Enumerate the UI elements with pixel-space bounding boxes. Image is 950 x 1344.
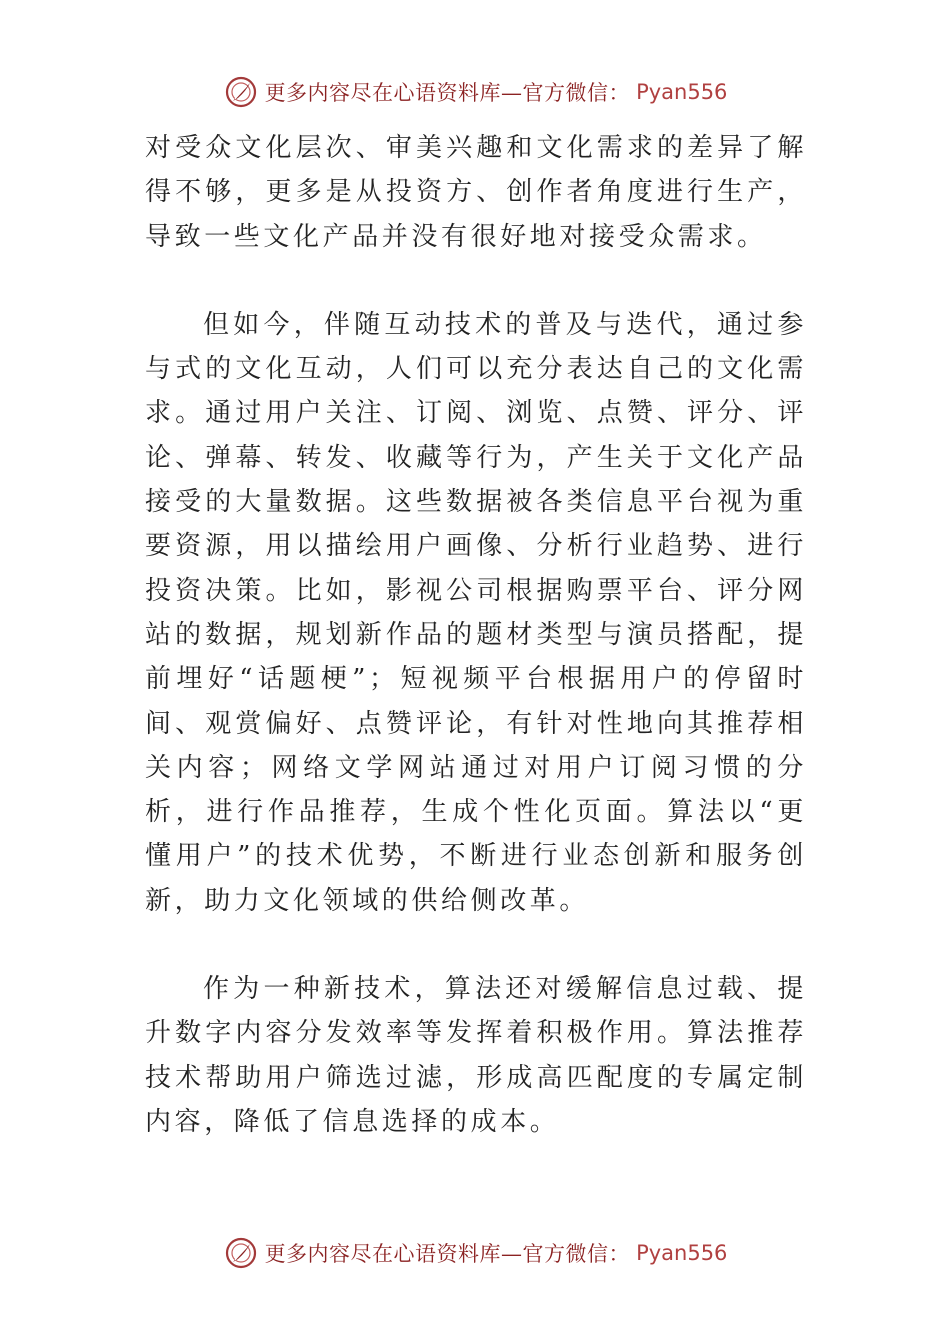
- footer-watermark: [0, 1233, 950, 1273]
- header-watermark: [0, 72, 950, 112]
- watermark-text: 更多内容尽在心语资料库—官方微信：: [264, 81, 631, 105]
- watermark-text: 更多内容尽在心语资料库—官方微信：: [264, 1242, 631, 1266]
- watermark-handle: Pyan556: [636, 80, 728, 104]
- paragraph-2: 但如今，伴随互动技术的普及与迭代，通过参与式的文化互动，人们可以充分表达自己的文化需求。通过用户关注、订阅、浏览、点赞、评分、评论、弹幕、转发、收藏等行为，产生关于文化产品接受的大量数据。这些数据被各类信息平台视为重要资源，用以描绘用户画像、分析行业趋势、进行投资决策。比如，影视公司根据购票平台、评分网站的数据，规划新作品的题材类型与演员搭配，提前埋好“话题梗”；短视频平台根据用户的停留时间、观赏偏好、点赞评论，有针对性地向其推荐相关内容；网络文学网站通过对用户订阅习惯的分析，进行作品推荐，生成个性化页面。算法以“更懂用户”的技术优势，不断进行业态创新和服务创新，助力文化领域的供给侧改革。: [145, 309, 807, 916]
- paragraph-1: 对受众文化层次、审美兴趣和文化需求的差异了解得不够，更多是从投资方、创作者角度进行生产，导致一些文化产品并没有很好地对接受众需求。: [145, 133, 807, 252]
- watermark-handle: Pyan556: [636, 1241, 728, 1265]
- quill-logo-icon: [223, 74, 259, 110]
- paragraph-3: 作为一种新技术，算法还对缓解信息过载、提升数字内容分发效率等发挥着积极作用。算法推荐技术帮助用户筛选过滤，形成高匹配度的专属定制内容，降低了信息选择的成本。: [145, 974, 807, 1137]
- paragraph-gap: [145, 923, 807, 967]
- paragraph-gap: [145, 259, 807, 303]
- document-body: [145, 126, 807, 1144]
- quill-logo-icon: [223, 1235, 259, 1271]
